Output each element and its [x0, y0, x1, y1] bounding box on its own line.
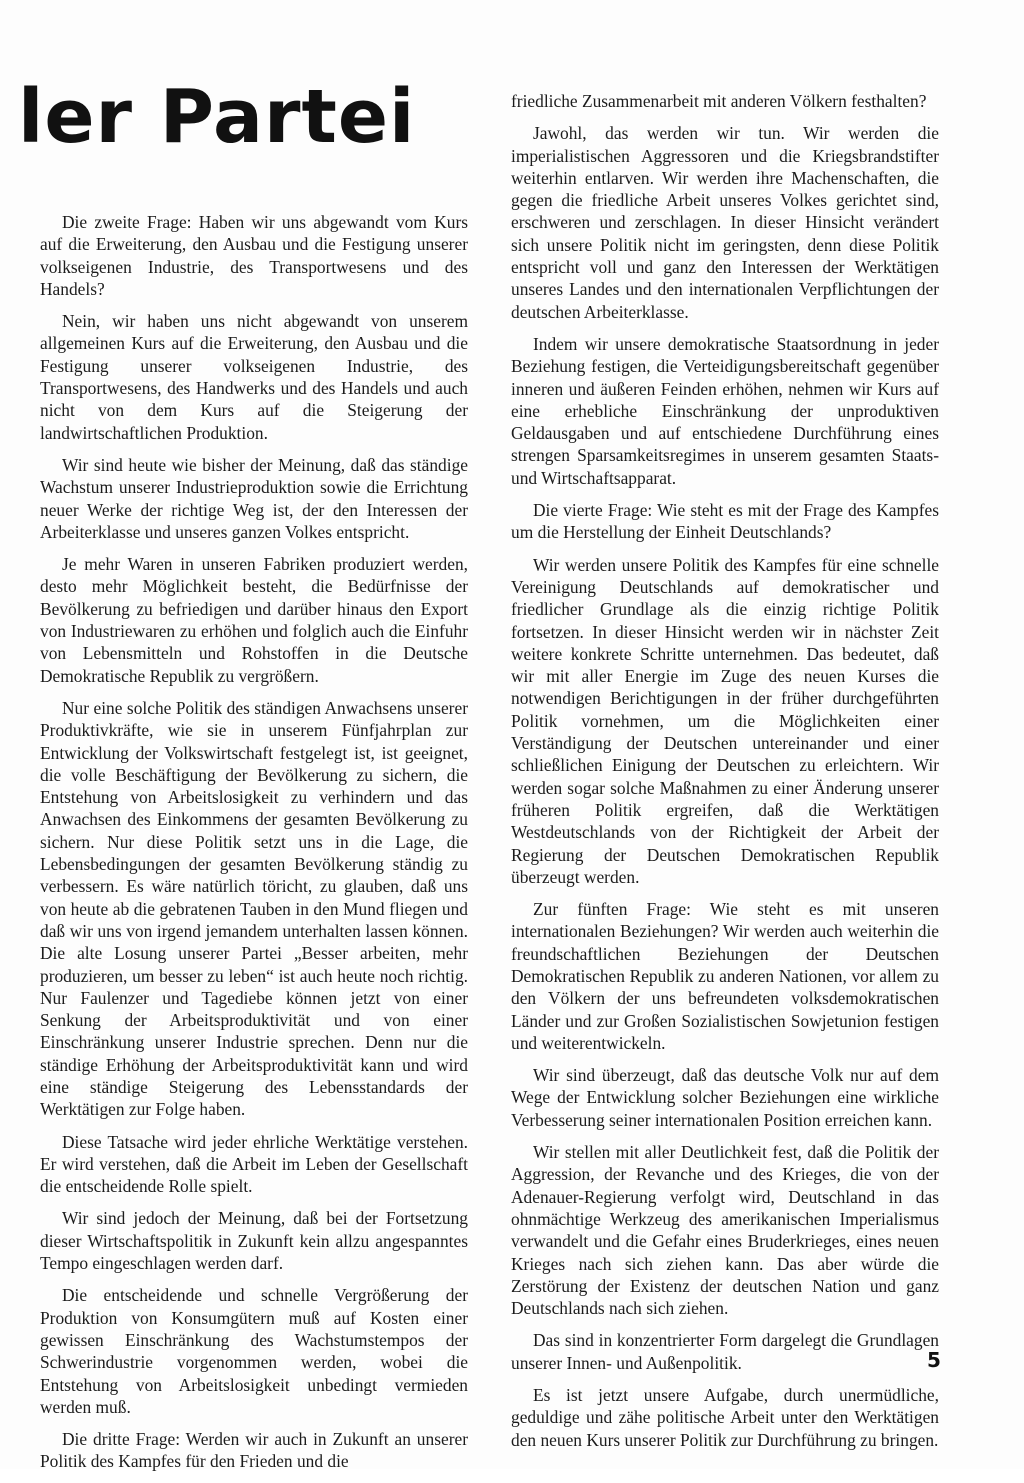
- paragraph-continuation: friedliche Zusammenarbeit mit anderen Völkern festhalten?: [511, 91, 927, 111]
- paragraph: Wir werden unsere Politik des Kampfes für eine schnelle Vereinigung Deutschlands auf demokratischer und friedlicher Grundlage als die einzig richtige Politik fortsetzen. In dieser Hinsicht werden wir in nächster Zeit weitere konkrete Schritte unternehmen. Das bedeutet, daß wir mit aller Energie im Zuge des neuen Kurses die notwendigen Berichtigungen in der früher durchgeführten Politik vornehmen, um die Möglichkeiten einer Verständigung der Deutschen untereinander und einer schließlichen Einigung der Deutschen zu erleichtern. Wir werden sogar solche Maßnahmen zu einer Änderung unserer früheren Politik ergreifen, daß die Werktätigen Westdeutschlands von der Richtigkeit der Arbeit der Regierung der Deutschen Demokratischen Republik überzeugt werden.: [511, 554, 939, 887]
- paragraph: Jawohl, das werden wir tun. Wir werden die imperialistischen Aggressoren und die Kriegsbrandstifter weiterhin entlarven. Wir werden ihre Machenschaften, die gegen die friedliche Arbeit unseres Volkes gerichtet sind, erschweren und zerschlagen. In dieser Hinsicht verändert sich unsere Politik nicht im geringsten, denn diese Politik entspricht voll und ganz den Interessen der Werktätigen unseres Landes und den internationalen Verpflichtungen der deutschen Arbeiterklasse.: [511, 123, 939, 322]
- page-number: 5: [927, 1348, 941, 1372]
- paragraph: Nein, wir haben uns nicht abgewandt von unserem allgemeinen Kurs auf die Erweiterung, den Ausbau und die Festigung unserer volkseigenen Industrie, des Transportwesens, des Handwerks und des Handels und auch nicht von dem Kurs auf die Steigerung der landwirtschaftlichen Produktion.: [40, 311, 468, 443]
- paragraph: Je mehr Waren in unseren Fabriken produziert werden, desto mehr Möglichkeit besteht, die Bedürfnisse der Bevölkerung zu befriedigen und darüber hinaus den Export von Industriewaren zu erhöhen und folglich auch die Einfuhr von Lebensmitteln und Rohstoffen in die Deutsche Demokratische Republik zu vergrößern.: [40, 554, 468, 686]
- paragraph: Die entscheidende und schnelle Vergrößerung der Produktion von Konsumgütern muß auf Kosten einer gewissen Einschränkung des Wachstumstempos der Schwerindustrie vorgenommen werden, wobei die Entstehung von Arbeitslosigkeit unbedingt vermieden werden muß.: [40, 1285, 468, 1417]
- paragraph: Die vierte Frage: Wie steht es mit der Frage des Kampfes um die Herstellung der Einheit Deutschlands?: [511, 500, 939, 543]
- paragraph: Nur eine solche Politik des ständigen Anwachsens unserer Produktivkräfte, wie sie in unserem Fünfjahrplan zur Entwicklung der Volkswirtschaft festgelegt ist, ist geeignet, die volle Beschäftigung der Bevölkerung zu sichern, die Entstehung von Arbeitslosigkeit zu verhindern und das Anwachsen des Einkommens der gesamten Bevölkerung zu sichern. Nur diese Politik setzt uns in die Lage, die Lebensbedingungen der gesamten Bevölkerung ständig zu verbessern. Es wäre natürlich töricht, zu glauben, daß uns von heute ab die gebratenen Tauben in den Mund fliegen und daß wir uns von irgend jemandem unterhalten lassen können. Die alte Losung unserer Partei „Besser arbeiten, mehr produzieren, um besser zu leben“ ist auch heute noch richtig. Nur Faulenzer und Tagediebe können jetzt von einer Senkung der Arbeitsproduktivität und von einer Einschränkung unserer Industrie sprechen. Denn nur die ständige Erhöhung der Arbeitsproduktivität kann und wird eine ständige Steigerung des Lebensstandards der Werktätigen zur Folge haben.: [40, 697, 468, 1120]
- paragraph: Die dritte Frage: Werden wir auch in Zukunft an unserer Politik des Kampfes für den Frieden und die: [40, 1429, 468, 1472]
- paragraph: Zur fünften Frage: Wie steht es mit unseren internationalen Beziehungen? Wir werden auch weiterhin die freundschaftlichen Beziehungen der Deutschen Demokratischen Republik zu anderen Nationen, vor allem zu den Völkern der uns befreundeten volksdemokratischen Länder und zur Großen Sozialistischen Sowjetunion festigen und weiterentwickeln.: [511, 899, 939, 1053]
- paragraph: Indem wir unsere demokratische Staatsordnung in jeder Beziehung festigen, die Verteidigungsbereitschaft gegenüber inneren und äußeren Feinden erhöhen, nehmen wir Kurs auf eine erhebliche Einschränkung der unproduktiven Geldausgaben und auf entschiedene Durchführung eines strengen Sparsamkeitsregimes in unserem gesamten Staats- und Wirtschaftsapparat.: [511, 333, 939, 488]
- paragraph: Das sind in konzentrierter Form dargelegt die Grundlagen unserer Innen- und Außenpolitik.: [511, 1330, 939, 1373]
- paragraph: Diese Tatsache wird jeder ehrliche Werktätige verstehen. Er wird verstehen, daß die Arbeit im Leben der Gesellschaft die entscheidende Rolle spielt.: [40, 1131, 468, 1197]
- left-column: [40, 211, 468, 1483]
- right-column: [511, 90, 939, 1461]
- headline: ler Partei: [18, 74, 416, 160]
- paragraph: Wir sind heute wie bisher der Meinung, daß das ständige Wachstum unserer Industrieproduktion sowie die Errichtung neuer Werke der richtige Weg ist, der den Interessen der Arbeiterklasse und unseres ganzen Volkes entspricht.: [40, 454, 468, 542]
- paragraph: Wir sind überzeugt, daß das deutsche Volk nur auf dem Wege der Entwicklung solcher Beziehungen eine wirkliche Verbesserung seiner internationalen Position erreichen kann.: [511, 1065, 939, 1130]
- paragraph: Es ist jetzt unsere Aufgabe, durch unermüdliche, geduldige und zähe politische Arbeit unter den Werktätigen den neuen Kurs unserer Politik zur Durchführung zu bringen.: [511, 1385, 939, 1450]
- paragraph: Wir stellen mit aller Deutlichkeit fest, daß die Politik der Aggression, der Revanche und des Krieges, die von der Adenauer-Regierung verfolgt wird, Deutschland in das ohnmächtige Werkzeug des amerikanischen Imperialismus verwandelt und die Gefahr eines Bruderkrieges, eines neuen Krieges nach sich ziehen kann. Das aber würde die Zerstörung der Existenz der deutschen Nation und ganz Deutschlands nach sich ziehen.: [511, 1142, 939, 1319]
- paragraph: Wir sind jedoch der Meinung, daß bei der Fortsetzung dieser Wirtschaftspolitik in Zukunft kein allzu angespanntes Tempo eingeschlagen werden darf.: [40, 1208, 468, 1274]
- paragraph: Die zweite Frage: Haben wir uns abgewandt vom Kurs auf die Erweiterung, den Ausbau und die Festigung unserer volkseigenen Industrie, des Transportwesens und des Handels?: [40, 212, 468, 299]
